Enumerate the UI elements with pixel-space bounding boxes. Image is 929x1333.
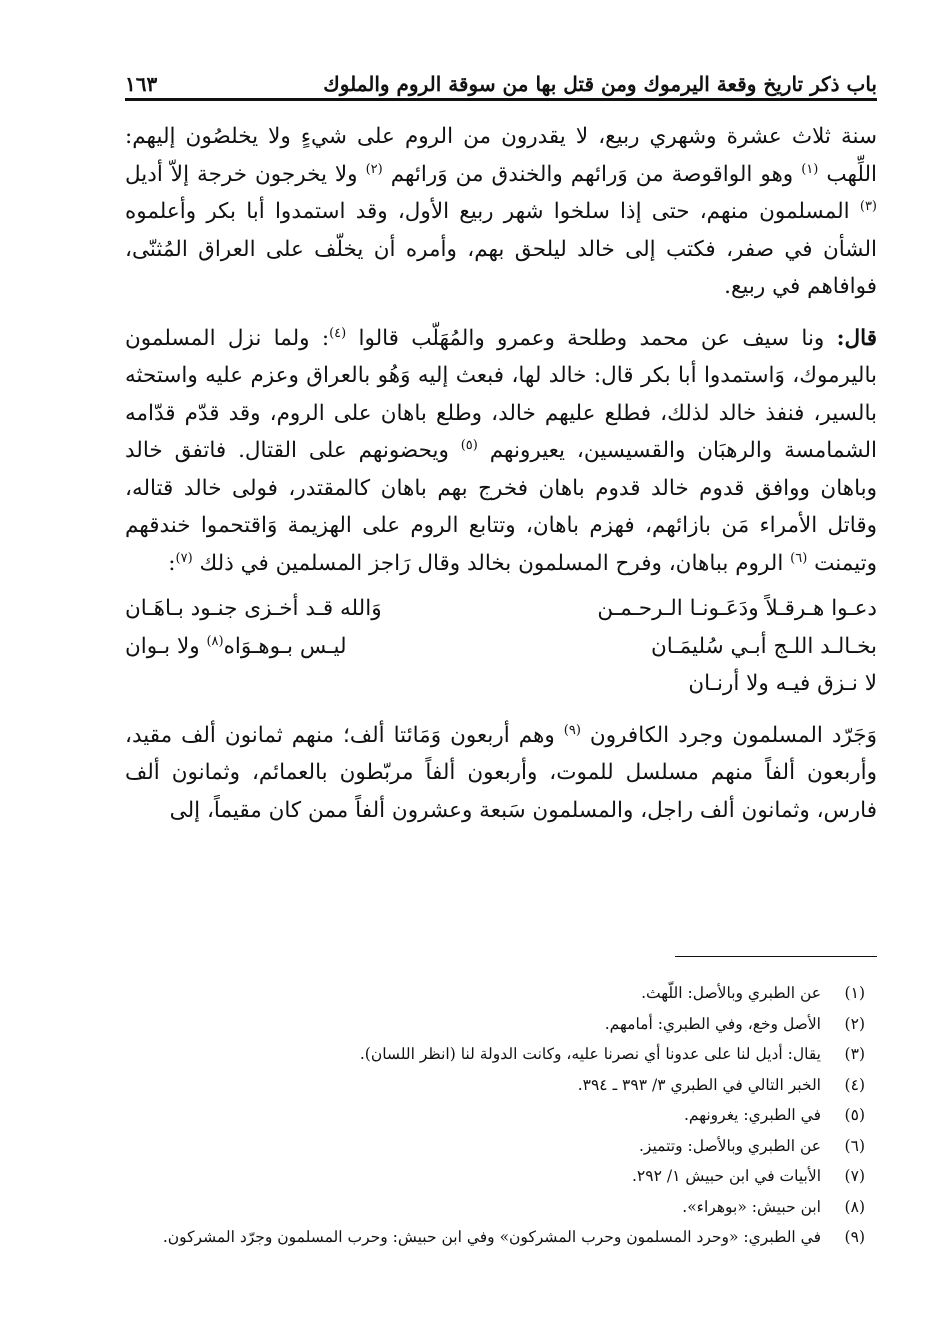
poem-line-2: [125, 628, 877, 666]
footnote-number: (٦): [844, 1136, 865, 1155]
footnote-ref-2[interactable]: (٢): [365, 161, 383, 177]
running-header: [125, 52, 877, 96]
footnote-text: الأصل وخع، وفي الطبري: أمامهم.: [604, 1014, 821, 1033]
poem-line-1: [125, 590, 877, 628]
footnote-text: الخبر التالي في الطبري ٣/ ٣٩٣ ـ ٣٩٤.: [577, 1075, 821, 1094]
footnote-ref-1[interactable]: (١): [801, 161, 819, 177]
footnote-text: عن الطبري وبالأصل: وتتميز.: [638, 1136, 821, 1155]
footnote: [125, 1009, 865, 1040]
paragraph-1: سنة ثلاث عشرة وشهري ربيع، لا يقدرون من الروم على شيءٍ ولا يخلصُون إليهم: اللِّهب $^{(١)}$ وهو الواقوصة من وَرائهم والخندق من وَرائهم $^{(٢)}$ ولا يخرجون خرجة إلاّ أديل $^{(٣)}$ المسلمون منهم، حتى إذا سلخوا شهر ربيع الأول، وقد استمدوا أبا بكر وأعلموه الشأن في صفر، فكتب إلى خالد ليلحق بهم، وأمره أن يخلّف على العراق المُثنّى، فوافاهم في ربيع.: [125, 124, 878, 299]
footnote-ref-8[interactable]: (٨): [206, 633, 224, 649]
footnote: [125, 1161, 865, 1192]
poem-line-3: لا نـزق فيـه ولا أرنـان: [688, 671, 877, 696]
chapter-title: باب ذكر تاريخ وقعة اليرموك ومن قتل بها من سوقة الروم والملوك: [323, 72, 877, 96]
poem-hemistich: وَالله قـد أخـزى جنـود بـاهَـان: [125, 596, 382, 621]
footnote-text: عن الطبري وبالأصل: اللّهث.: [641, 984, 821, 1002]
footnote-number: (٣): [844, 1045, 865, 1063]
page-number: ١٦٣: [125, 72, 158, 96]
footnote: [125, 1222, 865, 1253]
footnote-number: (٩): [844, 1228, 865, 1246]
footnote-ref-4[interactable]: (٤): [329, 325, 347, 341]
footnote-number: (١): [844, 984, 865, 1002]
paragraph-3: وَجَرّد المسلمون وجرد الكافرون $^{(٩)}$ وهم أربعون وَمَائتا ألف؛ منهم ثمانون ألف مقيد، وأربعون ألفاً منهم مسلسل للموت، وأربعون ألفاً مربّطون بالعمائم، وثمانون ألف فارس، وثمانون ألف راجل، والمسلمون سَبعة وعشرون ألفاً ممن كان مقيماً، إلى: [125, 722, 877, 823]
footnote-rule: [675, 956, 877, 957]
footnote-number: (٢): [844, 1014, 865, 1033]
poem-hemistich: دعـوا هـرقـلاً ودَعَـونـا الـرحـمـن: [597, 596, 877, 621]
poem-hemistich: ليـس بـوهـوَاه$^{(٨)}$ ولا بـوان: [125, 633, 347, 659]
footnote: [125, 1192, 865, 1223]
footnote: [125, 978, 865, 1009]
poem-hemistich: بخـالـد اللـج أبـي سُليمَـان: [650, 633, 877, 659]
footnote-ref-7[interactable]: (٧): [175, 550, 193, 566]
paragraph-2: قال: ونا سيف عن محمد وطلحة وعمرو والمُهَلّب قالوا $^{(٤)}$: ولما نزل المسلمون باليرموك، وَاستمدوا أبا بكر قال: خالد لها، فبعث إليه وَهُو بالعراق وعزم عليه واستحثه بالسير، فنفذ خالد لذلك، فطلع عليهم خالد، وطلع باهان على الروم، وقد قدّم قدّامه الشمامسة والرهبَان والقسيسين، يعيرونهم $^{(٥)}$ ويحضونهم على القتال. فاتفق خالد وباهان ووافق قدوم خالد قدوم باهان فخرج بهم باهان كالمقتدر، فولى خالد قتاله، وقاتل الأمراء مَن بازائهم، فهزم باهان، وتتابع الروم على الهزيمة وَاقتحموا خندقهم وتيمنت $^{(٦)}$ الروم بباهان، وفرح المسلمون بخالد وقال رَاجز المسلمين في ذلك $^{(٧)}$:: [125, 325, 877, 576]
main-text: [125, 118, 877, 829]
footnote-text: ابن حبيش: «بوهراء».: [682, 1197, 821, 1216]
footnote-ref-9[interactable]: (٩): [563, 722, 581, 738]
footnote: [125, 1100, 865, 1131]
footnote-text: في الطبري: يغرونهم.: [683, 1106, 821, 1124]
footnote-ref-6[interactable]: (٦): [790, 550, 808, 566]
footnote: [125, 1131, 865, 1162]
footnote-text: يقال: أديل لنا على عدونا أي نصرنا عليه، وكانت الدولة لنا (انظر اللسان).: [359, 1045, 821, 1063]
qala-keyword: قال:: [836, 325, 877, 351]
poem: [125, 590, 877, 703]
footnote: [125, 1070, 865, 1101]
footnote-text: في الطبري: «وحرد المسلمون وحرب المشركون» وفي ابن حبيش: وحرب المسلمون وجرّد المشركون.: [162, 1228, 821, 1246]
footnote-number: (٤): [844, 1075, 865, 1094]
footnote-ref-5[interactable]: (٥): [460, 437, 478, 453]
footnote-text: الأبيات في ابن حبيش ١/ ٢٩٢.: [631, 1167, 821, 1185]
footnote-ref-3[interactable]: (٣): [859, 198, 877, 214]
footnote-number: (٥): [844, 1106, 865, 1124]
footnote-number: (٨): [844, 1197, 865, 1216]
header-rule: [125, 98, 877, 101]
footnote: [125, 1039, 865, 1070]
footnote-number: (٧): [844, 1167, 865, 1185]
footnotes: [125, 978, 877, 1253]
